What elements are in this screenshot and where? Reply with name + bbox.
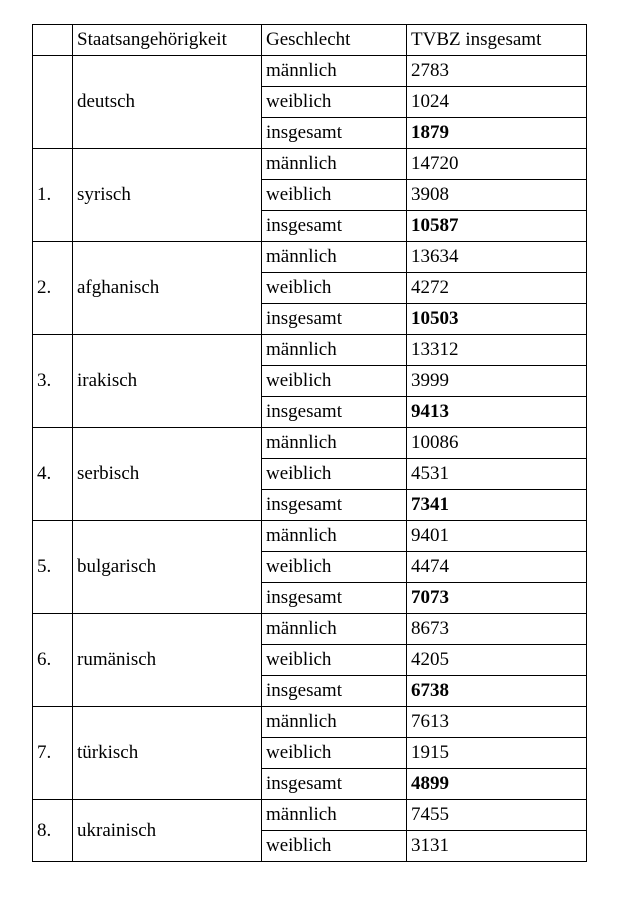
value-cell: 4272 <box>407 273 587 304</box>
gender-cell: weiblich <box>262 645 407 676</box>
table-row <box>33 335 587 366</box>
gender-cell: insgesamt <box>262 490 407 521</box>
table-row <box>33 149 587 180</box>
gender-cell: männlich <box>262 242 407 273</box>
table-body <box>33 56 587 862</box>
gender-cell: insgesamt <box>262 211 407 242</box>
value-cell: 10503 <box>407 304 587 335</box>
gender-cell: männlich <box>262 56 407 87</box>
gender-cell: insgesamt <box>262 304 407 335</box>
value-cell: 7613 <box>407 707 587 738</box>
value-cell: 7073 <box>407 583 587 614</box>
gender-cell: weiblich <box>262 273 407 304</box>
header-row <box>33 25 587 56</box>
gender-cell: insgesamt <box>262 397 407 428</box>
value-cell: 1879 <box>407 118 587 149</box>
table-row <box>33 521 587 552</box>
nationality-cell: irakisch <box>73 335 262 428</box>
value-cell: 7455 <box>407 800 587 831</box>
nationality-cell: afghanisch <box>73 242 262 335</box>
nationality-cell: serbisch <box>73 428 262 521</box>
gender-cell: insgesamt <box>262 583 407 614</box>
nationality-cell: türkisch <box>73 707 262 800</box>
rank-cell: 7. <box>33 707 73 800</box>
header-rank <box>33 25 73 56</box>
table-row <box>33 242 587 273</box>
gender-cell: männlich <box>262 335 407 366</box>
rank-cell: 4. <box>33 428 73 521</box>
gender-cell: weiblich <box>262 459 407 490</box>
value-cell: 2783 <box>407 56 587 87</box>
gender-cell: männlich <box>262 521 407 552</box>
gender-cell: insgesamt <box>262 676 407 707</box>
header-gender: Geschlecht <box>262 25 407 56</box>
value-cell: 7341 <box>407 490 587 521</box>
nationality-cell: bulgarisch <box>73 521 262 614</box>
table-row <box>33 614 587 645</box>
gender-cell: männlich <box>262 428 407 459</box>
gender-cell: männlich <box>262 800 407 831</box>
value-cell: 3908 <box>407 180 587 211</box>
gender-cell: weiblich <box>262 831 407 862</box>
value-cell: 4474 <box>407 552 587 583</box>
value-cell: 10086 <box>407 428 587 459</box>
gender-cell: weiblich <box>262 180 407 211</box>
rank-cell: 5. <box>33 521 73 614</box>
value-cell: 3131 <box>407 831 587 862</box>
header-tvbz: TVBZ insgesamt <box>407 25 587 56</box>
gender-cell: weiblich <box>262 87 407 118</box>
nationality-cell: rumänisch <box>73 614 262 707</box>
table-row <box>33 707 587 738</box>
value-cell: 10587 <box>407 211 587 242</box>
nationality-cell: syrisch <box>73 149 262 242</box>
gender-cell: weiblich <box>262 738 407 769</box>
rank-cell: 8. <box>33 800 73 862</box>
rank-cell: 1. <box>33 149 73 242</box>
nationality-cell: deutsch <box>73 56 262 149</box>
rank-cell <box>33 56 73 149</box>
gender-cell: insgesamt <box>262 769 407 800</box>
value-cell: 13634 <box>407 242 587 273</box>
gender-cell: weiblich <box>262 552 407 583</box>
header-nationality: Staatsangehörigkeit <box>73 25 262 56</box>
value-cell: 3999 <box>407 366 587 397</box>
value-cell: 9413 <box>407 397 587 428</box>
rank-cell: 6. <box>33 614 73 707</box>
table-row <box>33 800 587 831</box>
value-cell: 4531 <box>407 459 587 490</box>
gender-cell: insgesamt <box>262 118 407 149</box>
gender-cell: männlich <box>262 707 407 738</box>
rank-cell: 2. <box>33 242 73 335</box>
tvbz-table <box>32 24 587 862</box>
gender-cell: männlich <box>262 149 407 180</box>
value-cell: 1915 <box>407 738 587 769</box>
value-cell: 4899 <box>407 769 587 800</box>
table-row <box>33 428 587 459</box>
value-cell: 6738 <box>407 676 587 707</box>
nationality-cell: ukrainisch <box>73 800 262 862</box>
value-cell: 1024 <box>407 87 587 118</box>
value-cell: 13312 <box>407 335 587 366</box>
value-cell: 9401 <box>407 521 587 552</box>
gender-cell: männlich <box>262 614 407 645</box>
value-cell: 8673 <box>407 614 587 645</box>
rank-cell: 3. <box>33 335 73 428</box>
gender-cell: weiblich <box>262 366 407 397</box>
value-cell: 14720 <box>407 149 587 180</box>
value-cell: 4205 <box>407 645 587 676</box>
table-row <box>33 56 587 87</box>
